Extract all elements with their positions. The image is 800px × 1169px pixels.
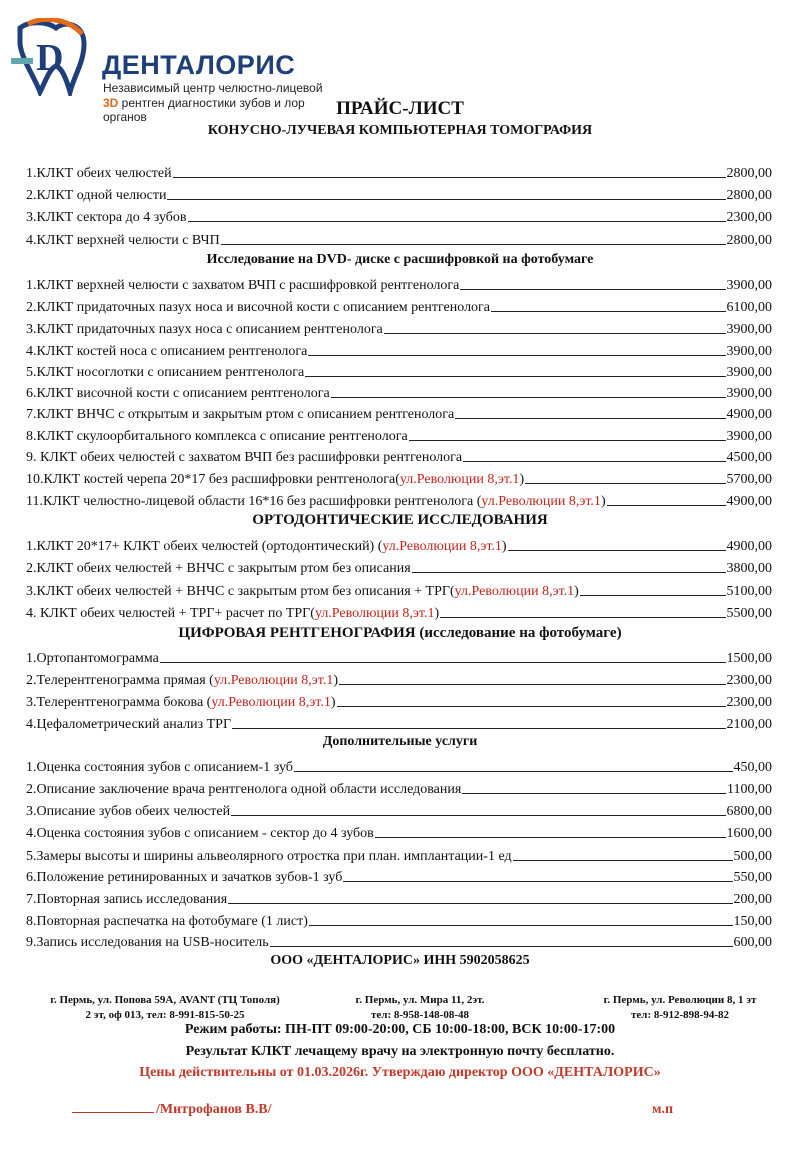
service-name [26,561,411,577]
leader-line [525,483,725,484]
service-name [26,804,230,820]
price-row [26,403,772,423]
service-title: 1.КЛКТ 20*17+ КЛКТ обеих челюстей (ортодонтический) ( [26,539,383,554]
service-price: 3900,00 [726,365,772,380]
page-subtitle: КОНУСНО-ЛУЧЕВАЯ КОМПЬЮТЕРНАЯ ТОМОГРАФИЯ [207,123,593,138]
service-name [26,233,220,249]
service-title: 9. КЛКТ обеих челюстей с захватом ВЧП без расшифровки рентгенолога [26,450,463,465]
leader-line [491,311,725,312]
service-name [26,278,459,294]
leader-line [221,244,726,245]
service-price: 600,00 [733,935,772,950]
price-row [26,274,772,294]
service-title: 1.Оценка состояния зубов с описанием-1 зуб [26,760,293,775]
leader-line [409,440,726,441]
price-row [26,669,772,689]
service-name [26,300,490,316]
tagline-rest: рентген диагностики зубов и лор органов [103,96,305,124]
service-name [26,651,159,667]
service-title: 5.Замеры высоты и ширины альвеолярного отростка при план. имплантации-1 ед [26,849,512,864]
service-title: 3.КЛКТ обеих челюстей + ВНЧС с закрытым ртом без описания + ТРГ( [26,584,455,599]
service-title-tail: ) [434,606,440,621]
address-revolyutsii [575,993,785,1023]
svg-text:D: D [36,37,64,79]
service-price: 6800,00 [726,804,772,819]
leader-line [173,177,726,178]
leader-line [375,837,726,838]
price-row [26,778,772,798]
service-title: 4.КЛКТ верхней челюсти с ВЧП [26,233,220,248]
signature-name: /Митрофанов В.В/ [156,1102,272,1117]
section-heading: ОРТОДОНТИЧЕСКИЕ ИССЛЕДОВАНИЯ [252,512,548,528]
leader-line [343,881,732,882]
service-name [26,870,342,886]
leader-line [160,662,726,663]
validity-note: Цены действительны от 01.03.2026г. Утверждаю директор ООО «ДЕНТАЛОРИС» [139,1065,661,1080]
service-title: 1.КЛКТ верхней челюсти с захватом ВЧП с расшифровкой рентгенолога [26,278,460,293]
service-name [26,606,439,622]
service-name [26,782,461,798]
address-phone: тел: 8-958-148-08-48 [370,1009,470,1021]
service-name [26,717,231,733]
leader-line [460,289,725,290]
address-mira [320,993,520,1023]
price-row [26,296,772,316]
service-title: 7.Повторная запись исследования [26,892,228,907]
price-row [26,382,772,402]
service-title-tail: ) [574,584,579,599]
leader-line [167,199,725,200]
price-row [26,206,772,226]
service-title: 8.Повторная распечатка на фотобумаге (1 лист) [26,914,308,929]
leader-line [228,903,732,904]
address-popova [20,993,310,1023]
service-price: 200,00 [733,892,772,907]
price-row [26,535,772,555]
service-location: ул.Революции 8,эт.1 [454,584,575,599]
price-row [26,910,772,930]
company-line: ООО «ДЕНТАЛОРИС» ИНН 5902058625 [270,953,530,968]
service-title: 2.КЛКТ обеих челюстей + ВНЧС с закрытым ртом без описания [26,561,411,576]
leader-line [188,221,726,222]
service-title: 3.КЛКТ сектора до 4 зубов [26,210,187,225]
leader-line [232,728,725,729]
service-title: 4. КЛКТ обеих челюстей + ТРГ+ расчет по ТРГ( [26,606,315,621]
service-title-tail: ) [600,494,606,509]
service-price: 3900,00 [726,278,772,293]
price-row [26,184,772,204]
service-title: 8.КЛКТ скулоорбитального комплекса с описание рентгенолога [26,429,408,444]
section-heading: Исследование на DVD- диске с расшифровкой на фотобумаге [206,252,594,267]
service-name [26,166,172,182]
service-name [26,188,166,204]
leader-line [294,771,733,772]
signature-blank [72,1112,154,1113]
service-name [26,760,293,776]
service-location: ул.Революции 8,эт.1 [399,472,520,487]
signature-line [72,1102,272,1118]
service-title: 1.КЛКТ обеих челюстей [26,166,172,181]
service-price: 6100,00 [726,300,772,315]
service-price: 5500,00 [726,606,772,621]
service-title: 2.КЛКТ одной челюсти [26,188,167,203]
brand-name: ДЕНТАЛОРИС [102,50,296,80]
leader-line [384,333,726,334]
service-name [26,849,512,865]
leader-line [607,505,726,506]
company-logo [8,18,328,124]
service-title: 6.Положение ретинированных и зачатков зубов-1 зуб [26,870,343,885]
service-title: 2.Описание заключение врача рентгенолога одной области исследования [26,782,462,797]
service-price: 4900,00 [726,539,772,554]
leader-line [337,706,726,707]
leader-line [455,418,725,419]
service-price: 3900,00 [726,386,772,401]
price-row [26,340,772,360]
leader-line [339,684,725,685]
service-price: 1600,00 [726,826,772,841]
service-price: 3900,00 [726,322,772,337]
service-name [26,695,336,711]
service-name [26,539,507,555]
service-title: 11.КЛКТ челюстно-лицевой области 16*16 без расшифровки рентгенолога ( [26,494,482,509]
section-heading: ЦИФРОВАЯ РЕНТГЕНОГРАФИЯ (исследование на фотобумаге) [178,625,622,641]
price-row [26,229,772,249]
service-price: 2300,00 [726,673,772,688]
address-phone: тел: 8-912-898-94-82 [630,1009,730,1021]
service-name [26,584,579,600]
service-name [26,429,408,445]
leader-line [513,860,733,861]
service-name [26,365,304,381]
service-title: 3.КЛКТ придаточных пазух носа с описанием рентгенолога [26,322,383,337]
leader-line [440,617,725,618]
service-name [26,673,338,689]
price-row [26,162,772,182]
price-row [26,361,772,381]
service-location: ул.Революции 8,эт.1 [211,695,331,710]
service-name [26,344,307,360]
service-title: 4.Цефалометрический анализ ТРГ [26,717,232,732]
working-hours: Режим работы: ПН-ПТ 09:00-20:00, СБ 10:00-18:00, ВСК 10:00-17:00 [184,1022,616,1037]
service-price: 2300,00 [726,210,772,225]
service-price: 450,00 [733,760,772,775]
service-name [26,494,606,510]
price-row [26,647,772,667]
service-title: 4.КЛКТ костей носа с описанием рентгенолога [26,344,308,359]
service-price: 4500,00 [726,450,772,465]
service-price: 4900,00 [726,494,772,509]
service-title: 4.Оценка состояния зубов с описанием - сектор до 4 зубов [26,826,374,841]
service-title-tail: ) [501,539,507,554]
price-row [26,888,772,908]
service-name [26,826,374,842]
service-title-tail: ) [519,472,525,487]
service-price: 1100,00 [727,782,772,797]
service-title: 6.КЛКТ височной кости с описанием рентгенолога [26,386,330,401]
leader-line [463,461,725,462]
result-note: Результат КЛКТ лечащему врачу на электронную почту бесплатно. [185,1044,615,1059]
tagline-highlight: 3D [103,96,119,110]
service-price: 5700,00 [726,472,772,487]
page-title: ПРАЙС-ЛИСТ [336,98,464,119]
leader-line [412,572,726,573]
leader-line [508,550,726,551]
service-price: 2300,00 [726,695,772,710]
stamp-place: м.п [652,1102,674,1117]
leader-line [462,793,726,794]
service-price: 150,00 [733,914,772,929]
service-name [26,322,383,338]
service-location: ул.Революции 8,эт.1 [382,539,502,554]
leader-line [270,946,733,947]
service-title: 3.Телерентгенограмма бокова ( [26,695,212,710]
service-name [26,935,269,951]
service-price: 3800,00 [726,561,772,576]
service-location: ул.Революции 8,эт.1 [481,494,601,509]
leader-line [309,925,733,926]
address-line: г. Пермь, ул. Попова 59А, AVANT (ТЦ Тополя) [50,994,280,1006]
service-price: 2800,00 [726,188,772,203]
service-name [26,210,187,226]
address-phone: 2 эт, оф 013, тел: 8-991-815-50-25 [85,1009,245,1021]
price-row [26,800,772,820]
service-price: 5100,00 [726,584,772,599]
service-name [26,892,227,908]
service-title-tail: ) [330,695,336,710]
service-name [26,407,454,423]
service-name [26,450,462,466]
service-title: 7.КЛКТ ВНЧС с открытым и закрытым ртом с описанием рентгенолога [26,407,455,422]
service-name [26,472,524,488]
service-title: 2.Телерентгенограмма прямая ( [26,673,214,688]
service-title: 5.КЛКТ носоглотки с описанием рентгенолога [26,365,305,380]
service-price: 2800,00 [726,166,772,181]
service-title: 9.Запись исследования на USB-носитель [26,935,269,950]
price-row [26,557,772,577]
leader-line [305,376,725,377]
price-row [26,691,772,711]
leader-line [308,355,725,356]
price-row [26,931,772,951]
price-row [26,756,772,776]
price-row [26,446,772,466]
service-price: 2800,00 [726,233,772,248]
price-row [26,713,772,733]
tooth-logo-icon [8,18,90,96]
service-location: ул.Революции 8,эт.1 [314,606,435,621]
service-price: 3900,00 [726,429,772,444]
service-price: 3900,00 [726,344,772,359]
service-location: ул.Революции 8,эт.1 [213,673,334,688]
price-row [26,866,772,886]
address-line: г. Пермь, ул. Мира 11, 2эт. [355,994,485,1006]
price-row [26,580,772,600]
price-row [26,318,772,338]
service-title: 2.КЛКТ придаточных пазух носа и височной кости с описанием рентгенолога [26,300,491,315]
service-name [26,914,308,930]
price-row [26,425,772,445]
service-name [26,386,330,402]
service-title-tail: ) [333,673,339,688]
leader-line [331,397,726,398]
price-row [26,490,772,510]
leader-line [231,815,725,816]
service-price: 4900,00 [726,407,772,422]
price-row [26,602,772,622]
service-price: 500,00 [733,849,772,864]
service-title: 3.Описание зубов обеих челюстей [26,804,231,819]
address-line: г. Пермь, ул. Революции 8, 1 эт [603,994,757,1006]
price-row [26,468,772,488]
price-row [26,845,772,865]
service-price: 2100,00 [726,717,772,732]
service-title: 10.КЛКТ костей черепа 20*17 без расшифровки рентгенолога( [26,472,400,487]
price-row [26,822,772,842]
service-price: 550,00 [733,870,772,885]
service-title: 1.Ортопантомограмма [26,651,159,666]
service-price: 1500,00 [726,651,772,666]
leader-line [580,595,726,596]
brand-tagline-1: Независимый центр челюстно-лицевой [103,81,323,95]
section-heading: Дополнительные услуги [322,734,478,749]
